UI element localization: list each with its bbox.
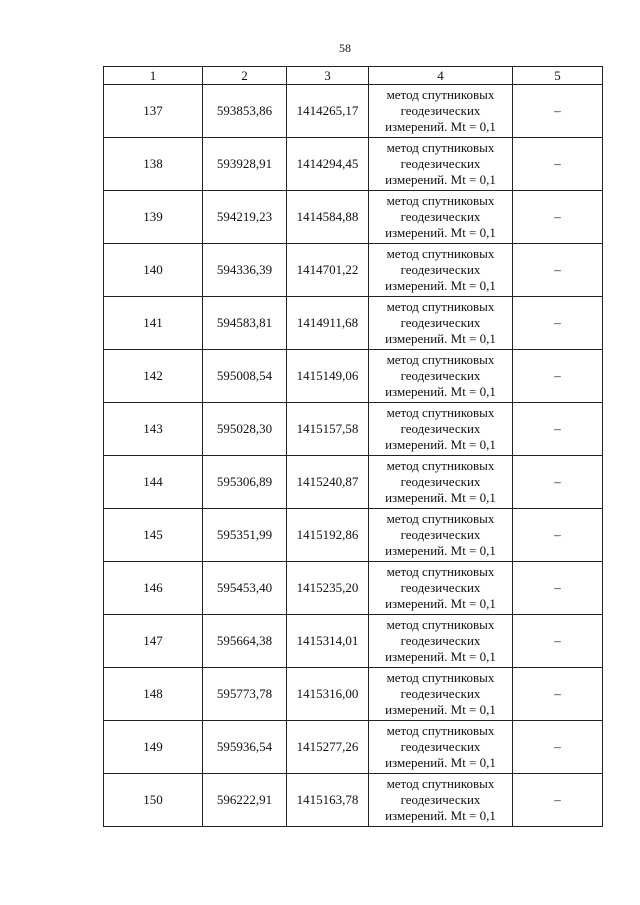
method-cell: [369, 244, 513, 297]
column-5-cell: –: [513, 297, 603, 350]
column-header: 5: [513, 67, 603, 85]
x-coordinate-cell: 593853,86: [203, 85, 287, 138]
method-cell: [369, 509, 513, 562]
method-line: метод спутниковых: [386, 723, 495, 738]
method-line: геодезических: [400, 474, 481, 489]
method-line: измерений. Mt = 0,1: [385, 596, 496, 611]
column-5-cell: –: [513, 85, 603, 138]
x-coordinate-cell: 595453,40: [203, 562, 287, 615]
method-line: метод спутниковых: [386, 299, 495, 314]
x-coordinate-cell: 594336,39: [203, 244, 287, 297]
method-line: метод спутниковых: [386, 352, 495, 367]
x-coordinate-cell: 595936,54: [203, 721, 287, 774]
x-coordinate-cell: 596222,91: [203, 774, 287, 827]
method-cell: [369, 774, 513, 827]
column-header: 3: [287, 67, 369, 85]
table-row: [104, 562, 603, 615]
table-row: [104, 403, 603, 456]
point-number-cell: 141: [104, 297, 203, 350]
point-number-cell: 150: [104, 774, 203, 827]
method-line: геодезических: [400, 209, 481, 224]
column-5-cell: –: [513, 456, 603, 509]
column-header: 4: [369, 67, 513, 85]
table-row: [104, 138, 603, 191]
coordinates-table: [103, 66, 603, 827]
y-coordinate-cell: 1415157,58: [287, 403, 369, 456]
method-line: геодезических: [400, 580, 481, 595]
table-row: [104, 85, 603, 138]
method-line: измерений. Mt = 0,1: [385, 702, 496, 717]
table-row: [104, 350, 603, 403]
method-cell: [369, 138, 513, 191]
method-line: измерений. Mt = 0,1: [385, 278, 496, 293]
method-cell: [369, 615, 513, 668]
x-coordinate-cell: 593928,91: [203, 138, 287, 191]
method-line: измерений. Mt = 0,1: [385, 755, 496, 770]
method-cell: [369, 297, 513, 350]
method-line: геодезических: [400, 527, 481, 542]
table-row: [104, 191, 603, 244]
method-line: метод спутниковых: [386, 617, 495, 632]
point-number-cell: 140: [104, 244, 203, 297]
table-row: [104, 509, 603, 562]
table-row: [104, 668, 603, 721]
method-line: измерений. Mt = 0,1: [385, 172, 496, 187]
method-line: геодезических: [400, 262, 481, 277]
table-row: [104, 456, 603, 509]
x-coordinate-cell: 595028,30: [203, 403, 287, 456]
method-line: измерений. Mt = 0,1: [385, 543, 496, 558]
method-line: метод спутниковых: [386, 776, 495, 791]
column-header: 1: [104, 67, 203, 85]
page-number: 58: [339, 41, 351, 55]
column-5-cell: –: [513, 244, 603, 297]
method-line: метод спутниковых: [386, 458, 495, 473]
point-number-cell: 144: [104, 456, 203, 509]
point-number-cell: 137: [104, 85, 203, 138]
column-5-cell: –: [513, 668, 603, 721]
x-coordinate-cell: 594219,23: [203, 191, 287, 244]
method-line: метод спутниковых: [386, 511, 495, 526]
point-number-cell: 142: [104, 350, 203, 403]
table-row: [104, 297, 603, 350]
column-5-cell: –: [513, 403, 603, 456]
method-line: измерений. Mt = 0,1: [385, 649, 496, 664]
method-line: метод спутниковых: [386, 670, 495, 685]
y-coordinate-cell: 1414584,88: [287, 191, 369, 244]
method-line: метод спутниковых: [386, 405, 495, 420]
y-coordinate-cell: 1415240,87: [287, 456, 369, 509]
point-number-cell: 138: [104, 138, 203, 191]
x-coordinate-cell: 595351,99: [203, 509, 287, 562]
table-row: [104, 244, 603, 297]
x-coordinate-cell: 595008,54: [203, 350, 287, 403]
method-line: геодезических: [400, 739, 481, 754]
table-header-row: [104, 67, 603, 85]
y-coordinate-cell: 1414294,45: [287, 138, 369, 191]
point-number-cell: 145: [104, 509, 203, 562]
method-line: геодезических: [400, 103, 481, 118]
column-5-cell: –: [513, 191, 603, 244]
method-line: геодезических: [400, 156, 481, 171]
method-cell: [369, 721, 513, 774]
column-5-cell: –: [513, 721, 603, 774]
method-line: геодезических: [400, 792, 481, 807]
point-number-cell: 139: [104, 191, 203, 244]
method-line: измерений. Mt = 0,1: [385, 384, 496, 399]
y-coordinate-cell: 1415316,00: [287, 668, 369, 721]
method-line: метод спутниковых: [386, 140, 495, 155]
method-line: измерений. Mt = 0,1: [385, 331, 496, 346]
method-line: геодезических: [400, 315, 481, 330]
point-number-cell: 149: [104, 721, 203, 774]
table-row: [104, 615, 603, 668]
point-number-cell: 143: [104, 403, 203, 456]
method-cell: [369, 350, 513, 403]
point-number-cell: 148: [104, 668, 203, 721]
column-5-cell: –: [513, 562, 603, 615]
y-coordinate-cell: 1415235,20: [287, 562, 369, 615]
x-coordinate-cell: 594583,81: [203, 297, 287, 350]
method-line: геодезических: [400, 421, 481, 436]
method-line: геодезических: [400, 633, 481, 648]
method-line: измерений. Mt = 0,1: [385, 225, 496, 240]
method-line: метод спутниковых: [386, 246, 495, 261]
column-5-cell: –: [513, 509, 603, 562]
column-5-cell: –: [513, 615, 603, 668]
column-5-cell: –: [513, 138, 603, 191]
table-row: [104, 774, 603, 827]
y-coordinate-cell: 1415163,78: [287, 774, 369, 827]
method-cell: [369, 668, 513, 721]
y-coordinate-cell: 1415277,26: [287, 721, 369, 774]
method-cell: [369, 456, 513, 509]
method-cell: [369, 403, 513, 456]
method-cell: [369, 85, 513, 138]
method-line: геодезических: [400, 368, 481, 383]
x-coordinate-cell: 595306,89: [203, 456, 287, 509]
column-5-cell: –: [513, 350, 603, 403]
y-coordinate-cell: 1415192,86: [287, 509, 369, 562]
y-coordinate-cell: 1415149,06: [287, 350, 369, 403]
x-coordinate-cell: 595773,78: [203, 668, 287, 721]
column-header: 2: [203, 67, 287, 85]
y-coordinate-cell: 1414911,68: [287, 297, 369, 350]
method-cell: [369, 562, 513, 615]
method-line: метод спутниковых: [386, 564, 495, 579]
method-line: геодезических: [400, 686, 481, 701]
method-line: метод спутниковых: [386, 87, 495, 102]
point-number-cell: 147: [104, 615, 203, 668]
point-number-cell: 146: [104, 562, 203, 615]
x-coordinate-cell: 595664,38: [203, 615, 287, 668]
table-row: [104, 721, 603, 774]
method-line: измерений. Mt = 0,1: [385, 437, 496, 452]
y-coordinate-cell: 1414265,17: [287, 85, 369, 138]
column-5-cell: –: [513, 774, 603, 827]
method-line: измерений. Mt = 0,1: [385, 808, 496, 823]
method-line: измерений. Mt = 0,1: [385, 119, 496, 134]
y-coordinate-cell: 1414701,22: [287, 244, 369, 297]
method-line: измерений. Mt = 0,1: [385, 490, 496, 505]
method-line: метод спутниковых: [386, 193, 495, 208]
method-cell: [369, 191, 513, 244]
y-coordinate-cell: 1415314,01: [287, 615, 369, 668]
